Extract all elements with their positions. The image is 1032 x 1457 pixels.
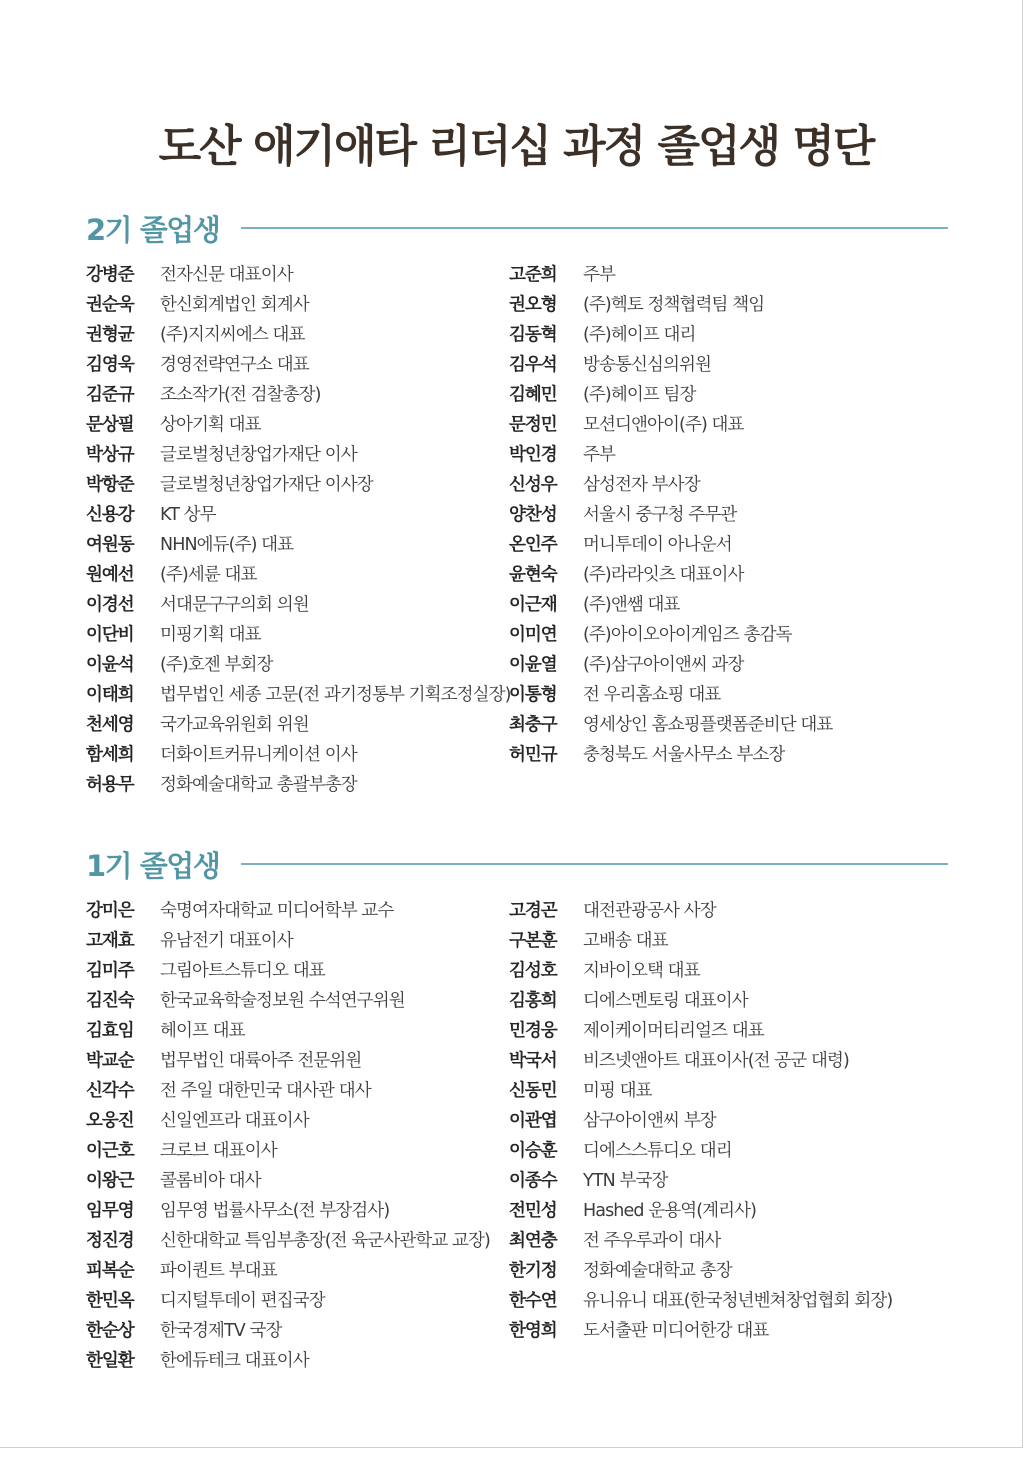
list-item	[86, 318, 516, 348]
section-title-2: 2기 졸업생	[86, 212, 220, 247]
graduate-name: 민경웅	[509, 1020, 557, 1041]
list-item	[509, 1044, 939, 1074]
list-item	[86, 438, 516, 468]
graduate-name: 온인주	[509, 534, 557, 555]
page-title-bold: 졸업생 명단	[657, 121, 874, 172]
graduate-affiliation: 정화예술대학교 총장	[583, 1260, 732, 1281]
graduate-name: 임무영	[86, 1200, 134, 1221]
list-item	[509, 954, 939, 984]
graduate-name: 한민옥	[86, 1290, 134, 1311]
list-item	[86, 678, 516, 708]
graduate-name: 한기정	[509, 1260, 557, 1281]
graduate-affiliation: 정화예술대학교 총괄부총장	[160, 774, 357, 795]
graduate-affiliation: 콜롬비아 대사	[160, 1170, 261, 1191]
list-item	[86, 348, 516, 378]
list-item	[509, 738, 939, 768]
graduate-affiliation: 주부	[583, 444, 616, 465]
list-item	[86, 894, 516, 924]
list-item	[509, 1254, 939, 1284]
graduate-affiliation: YTN 부국장	[583, 1170, 668, 1191]
graduate-affiliation: 미핑기획 대표	[160, 624, 261, 645]
list-item	[86, 1284, 516, 1314]
graduate-affiliation: 신한대학교 특임부총장(전 육군사관학교 교장)	[160, 1230, 490, 1251]
graduate-affiliation: (주)헤이프 대리	[583, 324, 696, 345]
graduate-affiliation: 헤이프 대표	[160, 1020, 245, 1041]
graduate-affiliation: 주부	[583, 264, 616, 285]
list-item	[509, 708, 939, 738]
graduate-affiliation: 조소작가(전 검찰총장)	[160, 384, 321, 405]
graduate-name: 이경선	[86, 594, 134, 615]
graduate-name: 강미은	[86, 900, 134, 921]
graduate-name: 한영희	[509, 1320, 557, 1341]
graduate-affiliation: 경영전략연구소 대표	[160, 354, 309, 375]
graduate-name: 신용강	[86, 504, 134, 525]
list-item	[86, 768, 516, 798]
graduate-affiliation: 한에듀테크 대표이사	[160, 1350, 309, 1371]
graduate-affiliation: 전 주일 대한민국 대사관 대사	[160, 1080, 371, 1101]
section-divider-2	[241, 227, 948, 229]
list-item	[509, 1164, 939, 1194]
list-item	[86, 558, 516, 588]
graduate-name: 고재효	[86, 930, 134, 951]
list-item	[86, 528, 516, 558]
list-item	[509, 318, 939, 348]
list-item	[86, 1014, 516, 1044]
list-item	[86, 1074, 516, 1104]
graduate-affiliation: (주)라라잇츠 대표이사	[583, 564, 744, 585]
graduate-affiliation: 신일엔프라 대표이사	[160, 1110, 309, 1131]
list-item	[86, 288, 516, 318]
graduate-affiliation: 전 우리홈쇼핑 대표	[583, 684, 721, 705]
graduate-name: 이근재	[509, 594, 557, 615]
graduate-name: 윤현숙	[509, 564, 557, 585]
graduate-affiliation: 삼성전자 부사장	[583, 474, 700, 495]
graduate-name: 여원동	[86, 534, 134, 555]
graduate-affiliation: 크로브 대표이사	[160, 1140, 277, 1161]
graduate-affiliation: KT 상무	[160, 504, 216, 525]
graduate-name: 피복순	[86, 1260, 134, 1281]
graduate-affiliation: 삼구아이앤씨 부장	[583, 1110, 716, 1131]
graduate-name: 오웅진	[86, 1110, 134, 1131]
graduate-affiliation: 미핑 대표	[583, 1080, 652, 1101]
graduate-name: 박교순	[86, 1050, 134, 1071]
list-item	[86, 258, 516, 288]
graduate-affiliation: 국가교육위원회 위원	[160, 714, 309, 735]
graduates-1-left-column	[86, 894, 516, 1374]
graduates-1-right-column	[509, 894, 939, 1344]
list-item	[86, 1044, 516, 1074]
graduate-affiliation: 유남전기 대표이사	[160, 930, 293, 951]
graduate-affiliation: 숙명여자대학교 미디어학부 교수	[160, 900, 394, 921]
graduate-name: 신성우	[509, 474, 557, 495]
list-item	[509, 984, 939, 1014]
graduate-name: 박국서	[509, 1050, 557, 1071]
graduate-affiliation: 전 주우루과이 대사	[583, 1230, 721, 1251]
graduate-name: 박인경	[509, 444, 557, 465]
graduate-name: 고준희	[509, 264, 557, 285]
graduate-affiliation: (주)세륜 대표	[160, 564, 257, 585]
list-item	[86, 618, 516, 648]
graduate-affiliation: 디에스스튜디오 대리	[583, 1140, 732, 1161]
graduate-name: 최연충	[509, 1230, 557, 1251]
list-item	[509, 924, 939, 954]
graduate-affiliation: 파이퀀트 부대표	[160, 1260, 277, 1281]
graduate-affiliation: 도서출판 미디어한강 대표	[583, 1320, 769, 1341]
list-item	[509, 1224, 939, 1254]
list-item	[509, 678, 939, 708]
list-item	[86, 1314, 516, 1344]
list-item	[86, 1104, 516, 1134]
graduate-affiliation: 비즈넷앤아트 대표이사(전 공군 대령)	[583, 1050, 849, 1071]
list-item	[509, 288, 939, 318]
graduate-name: 이종수	[509, 1170, 557, 1191]
section-divider-1	[241, 863, 948, 865]
graduate-affiliation: 임무영 법률사무소(전 부장검사)	[160, 1200, 390, 1221]
section-header-1	[86, 842, 948, 886]
graduate-name: 신각수	[86, 1080, 134, 1101]
graduate-affiliation: 법무법인 세종 고문(전 과기정통부 기획조정실장)	[160, 684, 511, 705]
graduate-affiliation: 전자신문 대표이사	[160, 264, 293, 285]
graduate-affiliation: 모션디앤아이(주) 대표	[583, 414, 744, 435]
graduate-name: 이단비	[86, 624, 134, 645]
graduate-affiliation: 지바이오택 대표	[583, 960, 700, 981]
list-item	[509, 618, 939, 648]
list-item	[86, 984, 516, 1014]
graduate-affiliation: (주)삼구아이앤씨 과장	[583, 654, 744, 675]
graduate-affiliation: 영세상인 홈쇼핑플랫폼준비단 대표	[583, 714, 833, 735]
list-item	[86, 708, 516, 738]
graduate-name: 이왕근	[86, 1170, 134, 1191]
graduate-name: 김혜민	[509, 384, 557, 405]
graduate-name: 원예선	[86, 564, 134, 585]
list-item	[86, 588, 516, 618]
graduate-name: 이통형	[509, 684, 557, 705]
page-title	[0, 110, 1032, 174]
list-item	[509, 1284, 939, 1314]
list-item	[509, 1194, 939, 1224]
graduates-2-right-column	[509, 258, 939, 768]
list-item	[86, 378, 516, 408]
list-item	[86, 498, 516, 528]
graduate-name: 천세영	[86, 714, 134, 735]
graduate-name: 김성호	[509, 960, 557, 981]
graduate-name: 권형균	[86, 324, 134, 345]
list-item	[86, 954, 516, 984]
graduate-affiliation: 그림아트스튜디오 대표	[160, 960, 325, 981]
graduate-name: 한수연	[509, 1290, 557, 1311]
graduate-name: 허용무	[86, 774, 134, 795]
graduate-affiliation: 서대문구구의회 의원	[160, 594, 309, 615]
list-item	[509, 498, 939, 528]
graduate-affiliation: 디에스멘토링 대표이사	[583, 990, 748, 1011]
list-item	[509, 528, 939, 558]
graduate-name: 신동민	[509, 1080, 557, 1101]
graduate-name: 김우석	[509, 354, 557, 375]
graduate-affiliation: 더화이트커뮤니케이션 이사	[160, 744, 357, 765]
section-title-1: 1기 졸업생	[86, 848, 220, 883]
list-item	[509, 1134, 939, 1164]
list-item	[86, 1254, 516, 1284]
graduate-name: 정진경	[86, 1230, 134, 1251]
graduate-name: 박상규	[86, 444, 134, 465]
list-item	[509, 588, 939, 618]
list-item	[509, 1104, 939, 1134]
list-item	[509, 1314, 939, 1344]
list-item	[86, 408, 516, 438]
list-item	[86, 1134, 516, 1164]
graduate-name: 김동혁	[509, 324, 557, 345]
graduate-affiliation: (주)앤쌤 대표	[583, 594, 680, 615]
graduate-name: 구본훈	[509, 930, 557, 951]
list-item	[509, 438, 939, 468]
graduate-affiliation: (주)지지씨에스 대표	[160, 324, 305, 345]
graduate-name: 전민성	[509, 1200, 557, 1221]
graduate-affiliation: (주)헤이프 팀장	[583, 384, 696, 405]
list-item	[509, 258, 939, 288]
graduate-affiliation: (주)헥토 정책협력팀 책임	[583, 294, 765, 315]
graduate-name: 최충구	[509, 714, 557, 735]
graduate-name: 함세희	[86, 744, 134, 765]
section-header-2	[86, 206, 948, 250]
list-item	[86, 648, 516, 678]
graduate-name: 권순욱	[86, 294, 134, 315]
graduate-name: 문상필	[86, 414, 134, 435]
graduate-affiliation: 한신회계법인 회계사	[160, 294, 309, 315]
graduates-2-left-column	[86, 258, 516, 798]
graduate-name: 이승훈	[509, 1140, 557, 1161]
graduate-name: 한일환	[86, 1350, 134, 1371]
list-item	[509, 408, 939, 438]
list-item	[86, 738, 516, 768]
list-item	[509, 558, 939, 588]
page-title-regular: 도산 애기애타 리더십 과정	[158, 121, 658, 172]
graduate-name: 이근호	[86, 1140, 134, 1161]
list-item	[509, 1074, 939, 1104]
graduate-name: 박항준	[86, 474, 134, 495]
list-item	[509, 1014, 939, 1044]
graduate-name: 김진숙	[86, 990, 134, 1011]
graduate-affiliation: 고배송 대표	[583, 930, 668, 951]
graduate-affiliation: 디지털투데이 편집국장	[160, 1290, 325, 1311]
graduate-affiliation: (주)아이오아이게임즈 총감독	[583, 624, 792, 645]
graduate-name: 김효임	[86, 1020, 134, 1041]
graduate-name: 김홍희	[509, 990, 557, 1011]
graduate-name: 김준규	[86, 384, 134, 405]
graduate-affiliation: 대전관광공사 사장	[583, 900, 716, 921]
graduate-affiliation: 서울시 중구청 주무관	[583, 504, 737, 525]
graduate-affiliation: 충청북도 서울사무소 부소장	[583, 744, 785, 765]
graduate-name: 고경곤	[509, 900, 557, 921]
graduate-affiliation: 글로벌청년창업가재단 이사	[160, 444, 357, 465]
graduate-name: 김미주	[86, 960, 134, 981]
list-item	[509, 348, 939, 378]
graduate-name: 이윤석	[86, 654, 134, 675]
graduate-name: 문정민	[509, 414, 557, 435]
list-item	[86, 1194, 516, 1224]
list-item	[86, 468, 516, 498]
list-item	[86, 1344, 516, 1374]
list-item	[86, 1164, 516, 1194]
graduate-name: 이태희	[86, 684, 134, 705]
graduate-name: 허민규	[509, 744, 557, 765]
list-item	[509, 648, 939, 678]
graduate-name: 이미연	[509, 624, 557, 645]
graduate-affiliation: 한국교육학술정보원 수석연구위원	[160, 990, 405, 1011]
graduate-name: 권오형	[509, 294, 557, 315]
list-item	[86, 1224, 516, 1254]
list-item	[86, 924, 516, 954]
graduate-affiliation: 방송통신심의위원	[583, 354, 712, 375]
graduate-affiliation: 글로벌청년창업가재단 이사장	[160, 474, 373, 495]
graduate-name: 김영욱	[86, 354, 134, 375]
graduate-name: 이윤열	[509, 654, 557, 675]
graduate-name: 양찬성	[509, 504, 557, 525]
graduate-name: 이관엽	[509, 1110, 557, 1131]
graduate-affiliation: 법무법인 대륙아주 전문위원	[160, 1050, 362, 1071]
list-item	[509, 894, 939, 924]
list-item	[509, 468, 939, 498]
graduate-affiliation: (주)호젠 부회장	[160, 654, 273, 675]
graduate-affiliation: 상아기획 대표	[160, 414, 261, 435]
graduate-affiliation: Hashed 운용역(계리사)	[583, 1200, 757, 1221]
graduate-affiliation: 한국경제TV 국장	[160, 1320, 282, 1341]
graduate-affiliation: 머니투데이 아나운서	[583, 534, 732, 555]
list-item	[509, 378, 939, 408]
graduate-affiliation: 유니유니 대표(한국청년벤쳐창업협회 회장)	[583, 1290, 893, 1311]
graduate-affiliation: NHN에듀(주) 대표	[160, 534, 294, 555]
graduate-name: 강병준	[86, 264, 134, 285]
graduate-affiliation: 제이케이머티리얼즈 대표	[583, 1020, 764, 1041]
graduate-name: 한순상	[86, 1320, 134, 1341]
